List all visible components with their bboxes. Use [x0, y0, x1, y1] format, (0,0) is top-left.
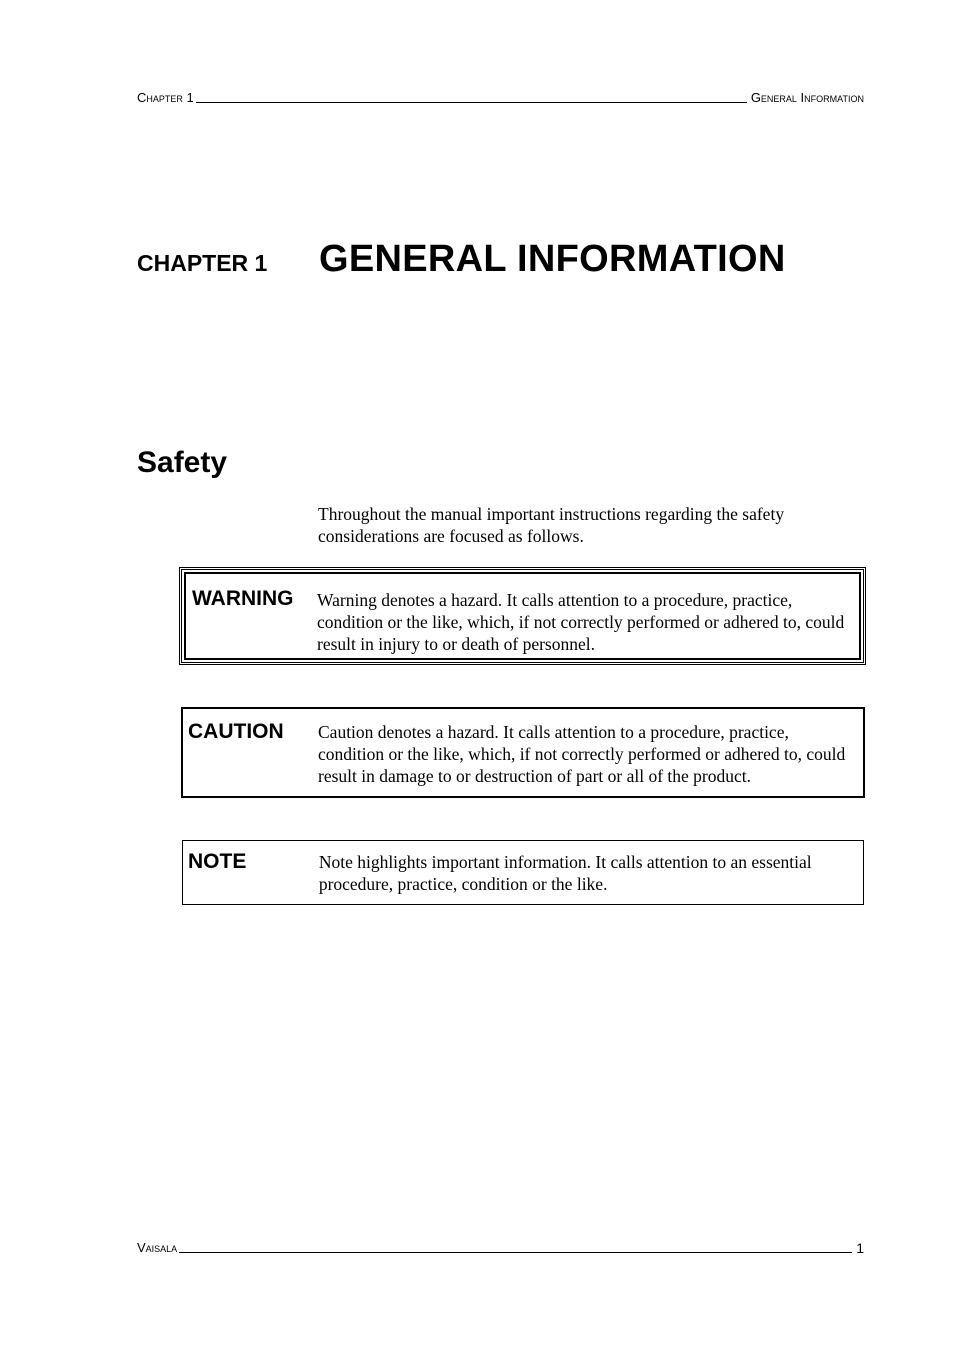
- note-box: [182, 840, 864, 905]
- warning-box: [179, 567, 866, 665]
- intro-paragraph: Throughout the manual important instructions regarding the safety considerations are focused as follows.: [318, 504, 785, 546]
- caution-text: Caution denotes a hazard. It calls attention to a procedure, practice, condition or the like, which, if not correctly performed or adhered to, could result in damage to or destruction of part or all of the product.: [318, 722, 846, 786]
- chapter-title: [137, 238, 786, 281]
- note-label: NOTE: [188, 850, 247, 873]
- caution-box: [181, 707, 865, 798]
- footer-rule: [179, 1252, 852, 1253]
- running-footer: [137, 1240, 864, 1256]
- caution-label: CAUTION: [188, 720, 284, 743]
- note-text: Note highlights important information. It calls attention to an essential procedure, practice, condition or the like.: [318, 852, 812, 894]
- chapter-label: CHAPTER 1: [137, 250, 268, 276]
- warning-text: Warning denotes a hazard. It calls attention to a procedure, practice, condition or the like, which, if not correctly performed or adhered to, could result in injury to or death of personnel.: [317, 590, 845, 654]
- section-heading: Safety: [137, 446, 228, 479]
- footer-brand: Vaisala: [137, 1240, 178, 1255]
- header-chapter: Chapter 1: [137, 90, 194, 105]
- header-section-title: General Information: [750, 90, 864, 105]
- chapter-name: GENERAL INFORMATION: [319, 238, 786, 280]
- header-rule: [196, 102, 747, 103]
- running-header: [137, 90, 864, 106]
- page-number: 1: [856, 1240, 864, 1256]
- warning-label: WARNING: [192, 587, 294, 610]
